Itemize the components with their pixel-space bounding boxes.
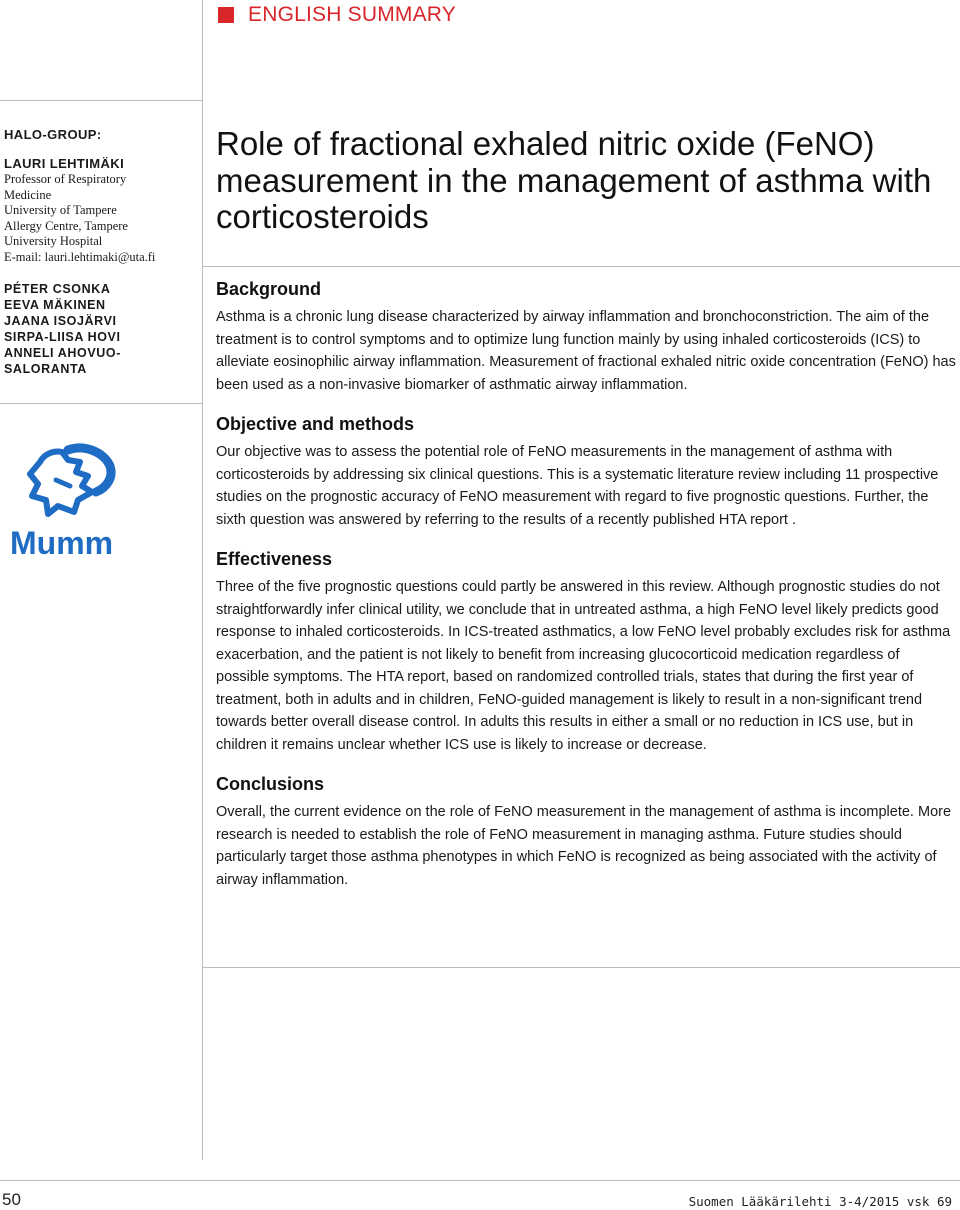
mumm-logo [8,440,120,560]
lead-author-line: Medicine [4,187,52,202]
lead-author-line: University of Tampere [4,203,117,217]
lead-author-line: Professor of Respiratory [4,172,127,186]
section-heading: Objective and methods [216,414,415,434]
title-divider [203,266,960,267]
section-text: Our objective was to assess the potential role of FeNO measurements in the management of asthma with corticosteroids by addressing six clinical questions. This is a systematic literature review including 11 prospective studies on the prognostic accuracy of FeNO measurement with regard to five prognostic questions. Further, the sixth question was answered by referring to the results of a recently published HTA report . [216,444,939,528]
red-square-icon [218,7,234,23]
vertical-divider [202,0,203,1160]
sidebar-top-divider [0,100,202,101]
co-author: ANNELI AHOVUO-SALORANTA [4,346,121,376]
section-heading: Background [216,279,322,299]
journal-citation: Suomen Lääkärilehti 3-4/2015 vsk 69 [688,1194,952,1209]
section-text: Overall, the current evidence on the role of FeNO measurement in the management of asthma is incomplete. More research is needed to establish the role of FeNO measurement in managing asthma. Future studies should particularly target those asthma phenotypes in which FeNO is recognized as being associated with the activity of airway inflammation. [216,804,952,888]
logo-text: Mumm [10,525,114,560]
co-author: JAANA ISOJÄRVI [4,314,117,328]
section-objective-methods [216,414,956,531]
section-conclusions [216,774,956,891]
section-tag [218,2,456,28]
section-effectiveness [216,549,956,756]
group-label: HALO-GROUP: [4,127,102,142]
sidebar-mid-divider [0,403,202,404]
co-author: PÉTER CSONKA [4,282,111,296]
section-heading: Conclusions [216,774,325,794]
section-heading: Effectiveness [216,549,333,569]
author-sidebar [4,127,196,377]
section-label: ENGLISH SUMMARY [248,3,456,26]
co-author: SIRPA-LIISA HOVI [4,330,121,344]
lead-author-line: University Hospital [4,234,103,248]
co-author-list [4,281,196,377]
article-body [216,279,956,909]
section-text: Three of the five prognostic questions could partly be answered in this review. Although prognostic studies do not straightforwardly infer clinical utility, we conclude that in untreated asthma, a high FeNO level likely predicts good response to inhaled corticosteroids. In ICS-treated asthmatics, a low FeNO level probably excludes risk for asthma exacerbation, and the patient is not likely to benefit from increasing glucocorticoid medication regardless of possible symptoms. The HTA report, based on randomized controlled trials, states that during the first year of treatment, both in adults and in children, FeNO-guided management is likely to result in a non-significant trend towards better overall disease control. In adults this results in either a small or no reduction in ICS use, but in children it remains unclear whether ICS use is likely to increase or decrease. [216,579,951,753]
lead-author-email[interactable]: E-mail: lauri.lehtimaki@uta.fi [4,249,156,264]
lead-author-name: LAURI LEHTIMÄKI [4,156,125,171]
section-text: Asthma is a chronic lung disease characterized by airway inflammation and bronchoconstriction. The aim of the treatment is to control symptoms and to optimize lung function mainly by using inhaled corticosteroids (ICS) to alleviate eosinophilic airway inflammation. Measurement of fractional exhaled nitric oxide concentration (FeNO) has been used as a non-invasive biomarker of asthmatic airway inflammation. [216,309,956,393]
article-bottom-divider [203,967,960,968]
article-title: Role of fractional exhaled nitric oxide (FeNO) measurement in the management of asthma with corticosteroids [216,125,932,235]
footer-divider [0,1180,960,1181]
page-number: 50 [2,1190,21,1209]
section-background [216,279,956,396]
co-author: EEVA MÄKINEN [4,298,106,312]
lead-author-line: Allergy Centre, Tampere [4,218,128,233]
